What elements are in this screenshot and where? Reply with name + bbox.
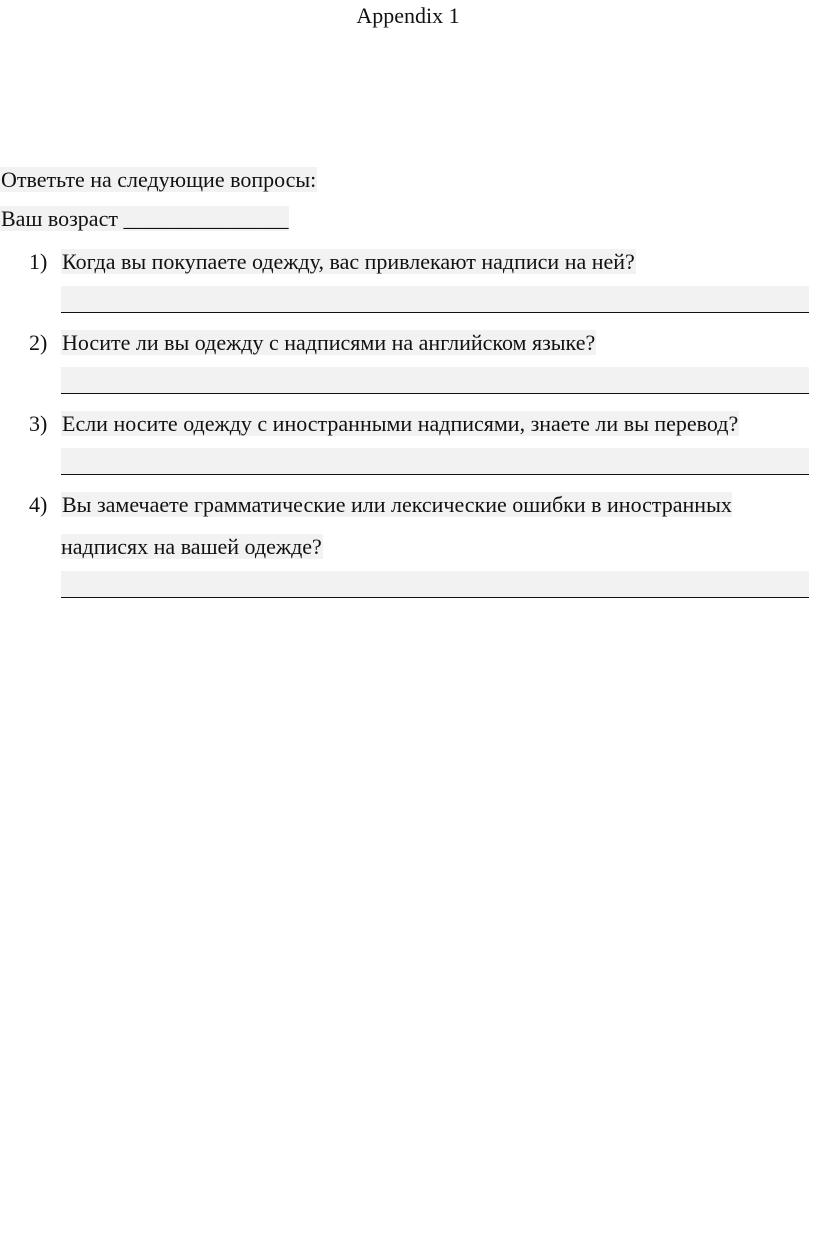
age-label: Ваш возраст _______________ [1,206,289,231]
answer-line-3[interactable] [61,448,809,475]
question-number: 1) [29,249,48,274]
question-text [61,241,801,283]
instruction-label: Ответьте на следующие вопросы: [1,167,317,192]
question-number: 4) [29,492,48,517]
question-text-label: Носите ли вы одежду с надписями на английском языке? [62,330,596,355]
question-text [61,403,801,445]
question-text-label: Если носите одежду с иностранными надписями, знаете ли вы перевод? [62,411,739,436]
question-number: 2) [29,330,48,355]
question-text [61,484,801,568]
question-text-label: Вы замечаете грамматические или лексические ошибки в иностранных надписях на вашей одежде? [61,492,732,559]
page-title: Appendix 1 [356,3,460,28]
answer-line-1[interactable] [61,286,809,313]
question-text [61,322,801,364]
question-number: 3) [29,411,48,436]
instruction-text [0,165,317,195]
age-field [0,204,289,234]
question-text-label: Когда вы покупаете одежду, вас привлекают надписи на ней? [62,249,635,274]
answer-line-4[interactable] [61,571,809,598]
answer-line-2[interactable] [61,367,809,394]
